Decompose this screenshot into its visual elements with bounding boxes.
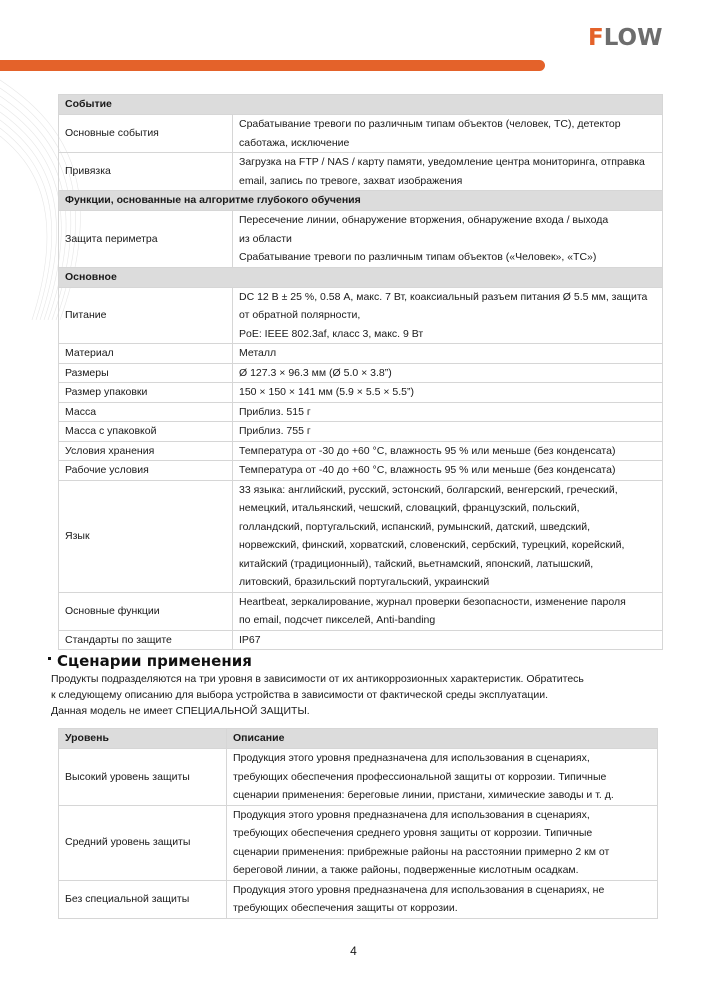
- spec-table: [58, 94, 663, 650]
- spec-value-line: email, запись по тревоге, захват изображения: [239, 174, 463, 187]
- spec-value-line: Загрузка на FTP / NAS / карту памяти, уведомление центра мониторинга, отправка: [239, 156, 645, 168]
- table-row: [59, 480, 663, 592]
- spec-value-line: Приблиз. 515 г: [239, 405, 311, 418]
- table-row: [59, 344, 663, 364]
- level-description-line: Продукция этого уровня предназначена для использования в сценариях,: [233, 752, 590, 764]
- scenarios-intro: [51, 671, 631, 719]
- spec-value-line: Срабатывание тревоги по различным типам объектов («Человек», «ТС»): [239, 251, 597, 263]
- spec-key: Стандарты по защите: [59, 630, 233, 650]
- logo-letter-f: F: [588, 25, 604, 51]
- section-header: Функции, основанные на алгоритме глубокого обучения: [59, 191, 663, 211]
- level-description-line: требующих обеспечения защиты от коррозии.: [233, 902, 458, 914]
- spec-key: Размер упаковки: [59, 383, 233, 403]
- protection-levels-table: [58, 728, 658, 919]
- level-description: [227, 749, 658, 806]
- level-description-line: Продукция этого уровня предназначена для использования в сценариях, не: [233, 883, 605, 896]
- spec-value: [233, 422, 663, 442]
- header-description: Описание: [227, 729, 658, 749]
- spec-key: Масса с упаковкой: [59, 422, 233, 442]
- spec-value-line: из области: [239, 232, 292, 245]
- spec-value: [233, 115, 663, 153]
- spec-value-line: от обратной полярности,: [239, 309, 361, 321]
- spec-key: Материал: [59, 344, 233, 364]
- section-header-row: [59, 191, 663, 211]
- spec-value: [233, 383, 663, 403]
- spec-key: Защита периметра: [59, 211, 233, 268]
- spec-value: [233, 211, 663, 268]
- level-name: Без специальной защиты: [59, 880, 227, 918]
- level-description-line: береговой линии, а также районы, подверженные кислотным осадкам.: [233, 864, 579, 876]
- section-header-row: [59, 95, 663, 115]
- table-row: [59, 287, 663, 344]
- spec-key: Размеры: [59, 363, 233, 383]
- flow-logo: [588, 26, 662, 50]
- level-description-line: Продукция этого уровня предназначена для использования в сценариях,: [233, 808, 590, 821]
- spec-value-line: Пересечение линии, обнаружение вторжения, обнаружение входа / выхода: [239, 214, 609, 226]
- level-description-line: требующих обеспечения профессиональной защиты от коррозии. Типичные: [233, 770, 607, 783]
- spec-value-line: PoE: IEEE 802.3af, класс 3, макс. 9 Вт: [239, 327, 424, 340]
- table-row: [59, 805, 658, 880]
- table-row: [59, 441, 663, 461]
- spec-key: Язык: [59, 480, 233, 592]
- table-row: [59, 383, 663, 403]
- spec-value-line: китайский (традиционный), тайский, вьетнамский, японский, латышский,: [239, 557, 594, 570]
- section-header-row: [59, 267, 663, 287]
- table-row: [59, 630, 663, 650]
- header-accent-bar: [0, 60, 545, 71]
- spec-value-line: 33 языка: английский, русский, эстонский, болгарский, венгерский, греческий,: [239, 483, 618, 496]
- level-description: [227, 880, 658, 918]
- logo-text: LOW: [603, 25, 663, 51]
- spec-value: [233, 441, 663, 461]
- intro-line: Продукты подразделяются на три уровня в зависимости от их антикоррозионных характеристик. Обратитесь: [51, 673, 584, 685]
- spec-value-line: Температура от -30 до +60 °C, влажность 95 % или меньше (без конденсата): [239, 444, 616, 457]
- spec-value-line: Приблиз. 755 г: [239, 425, 311, 437]
- spec-key: Масса: [59, 402, 233, 422]
- table-row: [59, 422, 663, 442]
- table-row: [59, 592, 663, 630]
- level-description-line: сценарии применения: береговые линии, пристани, химические заводы и т. д.: [233, 789, 614, 801]
- spec-value-line: по email, подсчет пикселей, Anti-banding: [239, 614, 436, 626]
- table-row: [59, 363, 663, 383]
- spec-key: Условия хранения: [59, 441, 233, 461]
- table-header-row: [59, 729, 658, 749]
- table-row: [59, 115, 663, 153]
- spec-value: [233, 287, 663, 344]
- spec-value-line: норвежский, финский, хорватский, словенский, сербский, турецкий, корейский,: [239, 539, 625, 551]
- spec-value: [233, 480, 663, 592]
- spec-value: [233, 630, 663, 650]
- spec-value-line: DC 12 В ± 25 %, 0.58 А, макс. 7 Вт, коаксиальный разъем питания Ø 5.5 мм, защита: [239, 290, 648, 303]
- table-row: [59, 211, 663, 268]
- section-title-scenarios: [48, 652, 252, 670]
- table-row: [59, 153, 663, 191]
- spec-value-line: Температура от -40 до +60 °C, влажность 95 % или меньше (без конденсата): [239, 464, 616, 476]
- header-level: Уровень: [59, 729, 227, 749]
- spec-key: Основные функции: [59, 592, 233, 630]
- page-number: 4: [350, 944, 357, 958]
- spec-value-line: литовский, бразильский португальский, украинский: [239, 576, 490, 588]
- spec-key: Основные события: [59, 115, 233, 153]
- table-row: [59, 880, 658, 918]
- spec-key: Питание: [59, 287, 233, 344]
- spec-value: [233, 153, 663, 191]
- intro-line: Данная модель не имеет СПЕЦИАЛЬНОЙ ЗАЩИТЫ.: [51, 705, 310, 717]
- level-name: Высокий уровень защиты: [59, 749, 227, 806]
- section-header: Событие: [59, 95, 663, 115]
- spec-value-line: саботажа, исключение: [239, 136, 350, 149]
- table-row: [59, 402, 663, 422]
- spec-value-line: 150 × 150 × 141 мм (5.9 × 5.5 × 5.5”): [239, 386, 414, 398]
- level-description-line: сценарии применения: прибрежные районы на расстоянии примерно 2 км от: [233, 845, 610, 858]
- spec-value: [233, 461, 663, 481]
- level-description-line: требующих обеспечения среднего уровня защиты от коррозии. Типичные: [233, 827, 593, 839]
- bullet-icon: [48, 657, 51, 660]
- table-row: [59, 461, 663, 481]
- intro-line: к следующему описанию для выбора устройства в зависимости от фактической среды эксплуатации.: [51, 689, 549, 701]
- spec-value-line: немецкий, итальянский, чешский, словацкий, французский, польский,: [239, 502, 580, 514]
- level-name: Средний уровень защиты: [59, 805, 227, 880]
- spec-key: Привязка: [59, 153, 233, 191]
- spec-value: [233, 402, 663, 422]
- section-header: Основное: [59, 267, 663, 287]
- spec-value-line: Heartbeat, зеркалирование, журнал проверки безопасности, изменение пароля: [239, 595, 626, 608]
- level-description: [227, 805, 658, 880]
- spec-value-line: Срабатывание тревоги по различным типам объектов (человек, ТС), детектор: [239, 118, 621, 130]
- spec-value-line: Ø 127.3 × 96.3 мм (Ø 5.0 × 3.8”): [239, 366, 392, 379]
- spec-value-line: IP67: [239, 633, 261, 646]
- table-row: [59, 749, 658, 806]
- spec-value-line: голландский, португальский, испанский, румынский, датский, шведский,: [239, 520, 591, 533]
- spec-value: [233, 363, 663, 383]
- spec-value-line: Металл: [239, 347, 277, 359]
- spec-value: [233, 344, 663, 364]
- spec-value: [233, 592, 663, 630]
- spec-key: Рабочие условия: [59, 461, 233, 481]
- section-title-text: Сценарии применения: [57, 652, 252, 670]
